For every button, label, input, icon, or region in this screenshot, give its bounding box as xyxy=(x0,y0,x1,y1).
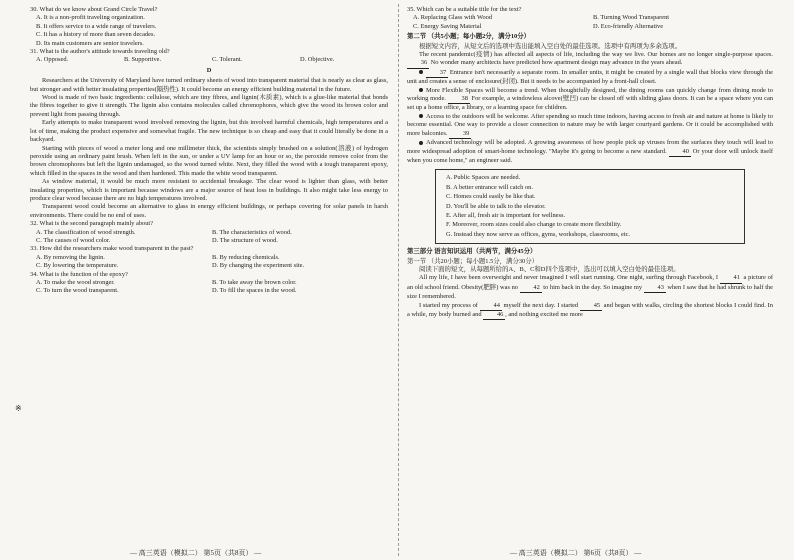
blank-39: 39 xyxy=(449,130,471,139)
q31-options xyxy=(30,56,388,64)
blank-38: 38 xyxy=(448,95,470,104)
options-box xyxy=(435,169,745,244)
gap-paragraph-intro xyxy=(407,51,773,69)
text: , and nothing excited me more xyxy=(505,311,583,318)
q35-option: D. Eco-friendly Alternative xyxy=(593,22,664,30)
q31-option: A. Opposed. xyxy=(36,56,69,64)
q30-option: B. It offers service to a wide range of travelers. xyxy=(36,22,157,30)
q34-option: C. To turn the wood transparent. xyxy=(36,287,119,295)
text: to him back in the day. So imagine my xyxy=(541,283,644,291)
passage-paragraph: Early attempts to make transparent wood involved removing the lignin, but this involved harmful chemicals, high temperatures and a lot of time, making the product expensive and somewhat fragile. The new technique is so cheap and easy that it could literally be done in a backyard. xyxy=(30,119,388,144)
box-option: C. Homes could easily be like that. xyxy=(446,193,536,201)
q31-option: D. Objective. xyxy=(300,56,335,64)
text: a picture of an old school friend. Obesity(肥胖) was no xyxy=(407,274,773,291)
part3-instructions: 阅读下面的短文，从每题所给的A、B、C和D四个选项中，选出可以填入空白处的最佳选项。 xyxy=(419,265,680,273)
text: and began with walks, circling the shortest blocks I could find. In a while, my body burned and xyxy=(407,301,773,318)
text: myself the next day. I started xyxy=(501,301,580,309)
q33-options-row xyxy=(30,254,388,262)
q30-option: D. Its main customers are senior travelers. xyxy=(36,39,144,47)
q32-option: A. The classification of wood strength. xyxy=(36,228,136,236)
q34-options-row xyxy=(30,279,388,287)
q30-option: A. It is a non-profit traveling organization. xyxy=(36,14,145,22)
q31-stem: 31. What is the author's attitude towards traveling old? xyxy=(30,48,170,56)
cloze-paragraph xyxy=(407,274,773,301)
box-option: A. Public Spaces are needed. xyxy=(446,174,521,182)
q34-option: A. To make the wood stronger. xyxy=(36,279,115,286)
q32-stem: 32. What is the second paragraph mainly about? xyxy=(30,220,154,228)
passage-paragraph: As window material, it would be much more resistant to accidental breakage. The clear wood is lighter than glass, with better insulating properties, which is important because windows are a major source of heat loss in buildings. It also might take less energy to produce clear wood because there are no high temperatures involved. xyxy=(30,178,388,202)
box-option: G. Instead they now serve as offices, gyms, workshops, classrooms, etc. xyxy=(446,230,631,238)
gap-paragraph-outdoors xyxy=(407,113,773,139)
part3-title: 第三部分 语言知识运用（共两节，满分45分） xyxy=(407,248,537,256)
text: I started my process of xyxy=(419,301,480,309)
q32-option: C. The causes of wood color. xyxy=(36,236,111,244)
q31-option: B. Supportive. xyxy=(124,56,162,64)
blank-40: 40 xyxy=(669,148,691,157)
section2-title: 第二节 （共5小题；每小题2分，满分10分） xyxy=(407,33,531,41)
q30-option: C. It has a history of more than seven decades. xyxy=(36,31,156,39)
text: Entrance isn't necessarily a separate room. In smaller units, it might be created by a single wall that blocks view through the unit and creates a sense of enclosure(封闭). But it needs to be accompanied by a front-hall closet. xyxy=(407,68,773,86)
text: Advanced technology will be adopted. A growing awareness of how people pick up viruses from the surfaces they touch will lead to more widespread adoption of smart-home technology. "Maybe it's going to become a new standard. xyxy=(407,139,773,155)
blank-44: 44 xyxy=(480,302,502,311)
q32-option: D. The structure of wood. xyxy=(212,236,278,244)
text: when I saw that he had shrunk to half the size I remembered. xyxy=(407,283,773,301)
box-option: F. Moreover, room sizes could also change to create more flexibility. xyxy=(446,221,622,229)
q34-option: B. To take away the brown color. xyxy=(212,279,297,286)
blank-43: 43 xyxy=(644,284,666,293)
gap-paragraph-technology xyxy=(407,139,773,165)
q34-options-row xyxy=(30,287,388,295)
gap-paragraph-entrance xyxy=(407,69,773,87)
q33-option: A. By removing the lignin. xyxy=(36,253,105,261)
box-option: B. A better entrance will catch on. xyxy=(446,183,533,191)
q32-options-row xyxy=(30,237,388,245)
passage-paragraph: Wood is made of two basic ingredients: cellulose, which are tiny fibres, and lignin(木质素), which is a glue-like material that bonds the fibres together to give it strength. The lignin also contains molecules called chromophores, which give the wood its brown color and prevent light from passing through. xyxy=(30,94,388,118)
passage-paragraph: Transparent wood could become an alternative to glass in energy efficient buildings, or perhaps covering for solar panels in harsh environments. There could be no end of uses. xyxy=(30,203,388,219)
text: Access to the outdoors will be welcome. After spending so much time indoors, having access to fresh air and nature at home is likely to become essential. One way to provide a closer connection to nature may be with larger courtyard gardens. Or it could be accomplished with more balconies. xyxy=(407,112,773,137)
text: No wonder many architects have predicted how apartment design may advance in the years ahead. xyxy=(429,59,683,67)
text: The recent pandemic(疫情) has affected all aspects of life, including the way we live. Our homes are no longer single-purpose spaces. xyxy=(419,51,773,59)
q30-stem: 30. What do we know about Grand Circle Travel? xyxy=(30,6,158,13)
q33-options-row xyxy=(30,262,388,270)
text: All my life, I have been overweight and never imagined I will start running. One night, surfing through Facebook, I xyxy=(419,274,720,282)
page-footer-left: — 高三英语（模拟二） 第5页（共8页） — xyxy=(130,549,262,557)
part3-section1-title: 第一节 （共20小题；每小题1.5分，满分30分） xyxy=(407,257,539,265)
margin-mark: ※ xyxy=(15,404,22,413)
bullet-icon xyxy=(419,70,423,74)
left-page xyxy=(30,6,388,296)
blank-37: 37 xyxy=(426,69,448,78)
q35-option: B. Turning Wood Transparent xyxy=(593,14,670,22)
blank-36: 36 xyxy=(407,59,429,68)
section-d-heading: D xyxy=(206,66,212,74)
bullet-icon xyxy=(419,141,423,145)
bullet-icon xyxy=(419,88,423,92)
q33-option: D. By changing the experiment site. xyxy=(212,262,305,270)
q34-stem: 34. What is the function of the epoxy? xyxy=(30,270,128,278)
q34-option: D. To fill the spaces in the wood. xyxy=(212,287,297,295)
q33-option: C. By lowering the temperature. xyxy=(36,262,119,270)
box-option: E. After all, fresh air is important for wellness. xyxy=(446,211,566,219)
text: Or your door will unlock itself when you come home," an engineer said. xyxy=(407,147,774,164)
q31-option: C. Tolerant. xyxy=(212,56,243,64)
q32-options-row xyxy=(30,229,388,237)
page-footer-right: — 高三英语（模拟二） 第6页（共8页） — xyxy=(510,549,642,557)
cloze-paragraph xyxy=(407,302,773,321)
passage-paragraph: Researchers at the University of Maryland have turned ordinary sheets of wood into transparent material that is nearly as clear as glass, but stronger and with better insulating properties(隔热性). It could become an energy efficient building material in the future. xyxy=(30,77,388,93)
text: For example, a windowless alcove(壁凹) can be closed off with sliding glass doors. It can be a space where you can set up a home office, a library, or a learning space for children. xyxy=(407,95,773,112)
box-option: D. You'll be able to talk to the elevator. xyxy=(446,202,546,210)
q35-stem: 35. Which can be a suitable title for the text? xyxy=(407,6,522,13)
blank-45: 45 xyxy=(580,302,602,311)
gap-paragraph-flexible xyxy=(407,87,773,113)
section2-instructions: 根据短文内容，从短文后的选项中选出能填入空白处的最佳选项。选项中有两项为多余选项。 xyxy=(419,42,682,50)
blank-42: 42 xyxy=(520,284,542,293)
q33-option: B. By reducing chemicals. xyxy=(212,253,280,261)
page-divider xyxy=(398,4,399,556)
q35-option: A. Replacing Glass with Wood xyxy=(413,14,493,22)
q35-option: C. Energy Saving Material xyxy=(413,22,482,30)
q33-stem: 33. How did the researchers make wood transparent in the past? xyxy=(30,245,194,253)
q35-options-row xyxy=(407,14,773,22)
blank-46: 46 xyxy=(483,311,505,320)
right-page xyxy=(407,6,773,320)
q35-options-row xyxy=(407,23,773,31)
text: More Flexible Spaces will become a trend. When thoughtfully designed, the dining rooms can quickly change from dining mode to working mode. xyxy=(407,86,773,103)
q32-option: B. The characteristics of wood. xyxy=(212,228,292,236)
passage-paragraph: Starting with pieces of wood a meter long and one millimeter thick, the scientists simply brushed on a solution(溶液) of hydrogen peroxide using an ordinary paint brush. When left in the sun, or under a UV lamp for an hour or so, the peroxide remove color from the brown chromophores but left the lignin undamaged, so the wood turned white. Next, they filled the wood with a tough transparent epoxy, which filled in the spaces in the wood and then hardened. This made the white wood transparent. xyxy=(30,144,388,177)
bullet-icon xyxy=(419,114,423,118)
blank-41: 41 xyxy=(720,274,742,283)
